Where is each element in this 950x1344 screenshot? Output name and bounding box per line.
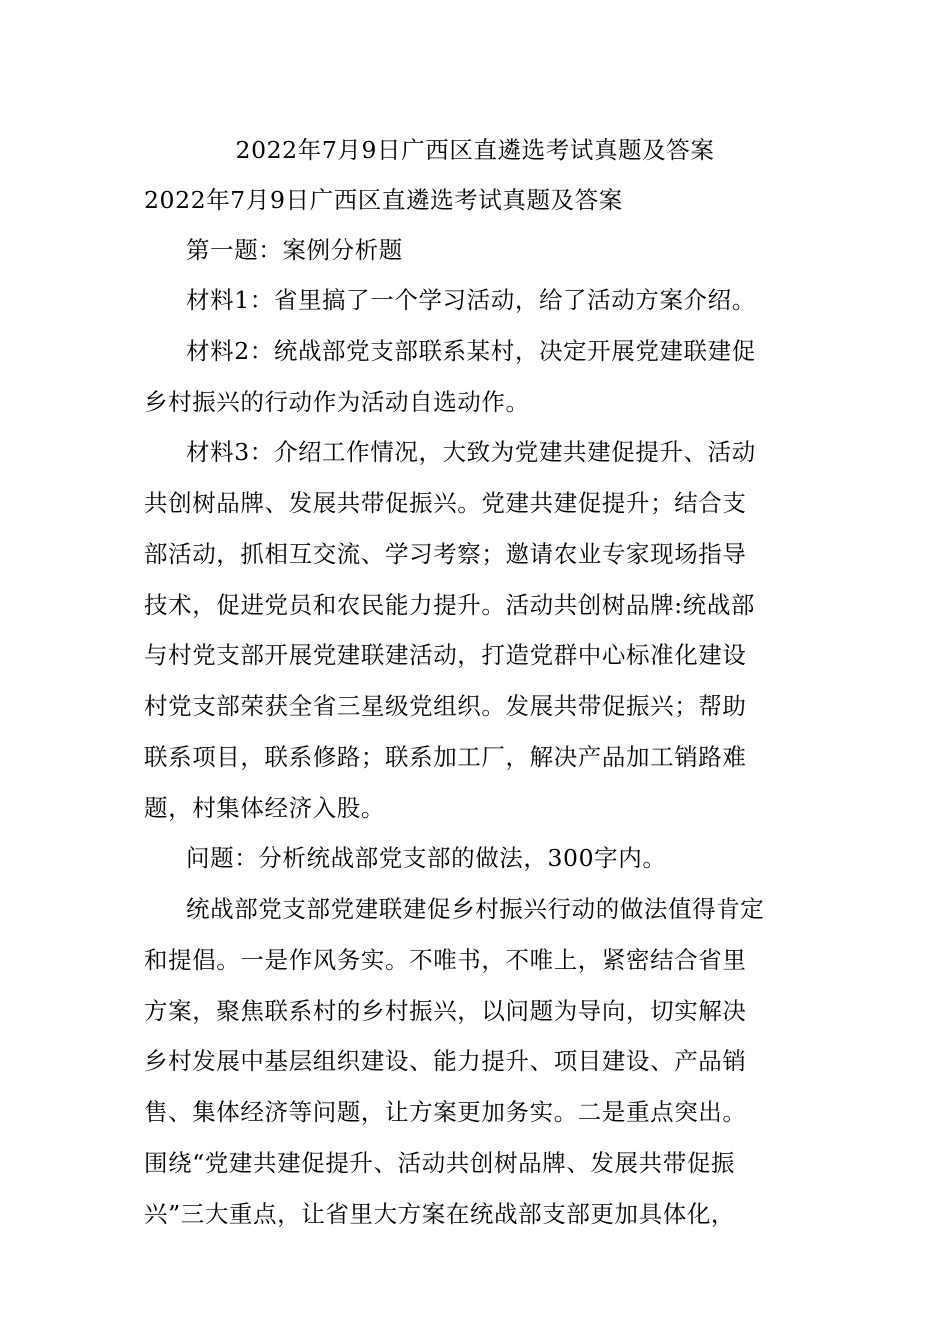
paragraph-line: 与村党支部开展党建联建活动，打造党群中心标准化建设 bbox=[144, 641, 747, 669]
answer-line: 和提倡。一是作风务实。不唯书，不唯上，紧密结合省里 bbox=[144, 946, 747, 974]
answer-line: 统战部党支部党建联建促乡村振兴行动的做法值得肯定 bbox=[186, 895, 765, 923]
paragraph-line: 部活动，抓相互交流、学习考察；邀请农业专家现场指导 bbox=[144, 540, 747, 568]
answer-line: 乡村发展中基层组织建设、能力提升、项目建设、产品销 bbox=[144, 1047, 747, 1075]
paragraph-line: 共创树品牌、发展共带促振兴。党建共建促提升；结合支 bbox=[144, 489, 747, 517]
paragraph-line: 材料1：省里搞了一个学习活动，给了活动方案介绍。 bbox=[186, 286, 756, 314]
document-title: 2022年7月9日广西区直遴选考试真题及答案 bbox=[235, 136, 715, 164]
paragraph-line: 材料2：统战部党支部联系某村，决定开展党建联建促 bbox=[186, 337, 756, 365]
paragraph-line: 乡村振兴的行动作为活动自选动作。 bbox=[144, 388, 530, 416]
answer-line: 方案，聚焦联系村的乡村振兴，以问题为导向，切实解决 bbox=[144, 997, 747, 1025]
paragraph-line: 技术，促进党员和农民能力提升。活动共创树品牌:统战部 bbox=[144, 591, 756, 619]
paragraph-line: 题，村集体经济入股。 bbox=[144, 794, 385, 822]
paragraph-line: 材料3：介绍工作情况，大致为党建共建促提升、活动 bbox=[186, 438, 756, 466]
question-line: 问题：分析统战部党支部的做法，300字内。 bbox=[186, 844, 667, 872]
answer-line: 围绕“党建共建促提升、活动共创树品牌、发展共带促振 bbox=[144, 1149, 736, 1177]
section-heading: 第一题：案例分析题 bbox=[186, 236, 403, 264]
document-subtitle: 2022年7月9日广西区直遴选考试真题及答案 bbox=[144, 186, 623, 214]
paragraph-line: 村党支部荣获全省三星级党组织。发展共带促振兴；帮助 bbox=[144, 692, 747, 720]
paragraph-line: 联系项目，联系修路；联系加工厂，解决产品加工销路难 bbox=[144, 743, 747, 771]
answer-line: 售、集体经济等问题，让方案更加务实。二是重点突出。 bbox=[144, 1098, 747, 1126]
answer-line: 兴”三大重点，让省里大方案在统战部支部更加具体化， bbox=[144, 1200, 736, 1228]
